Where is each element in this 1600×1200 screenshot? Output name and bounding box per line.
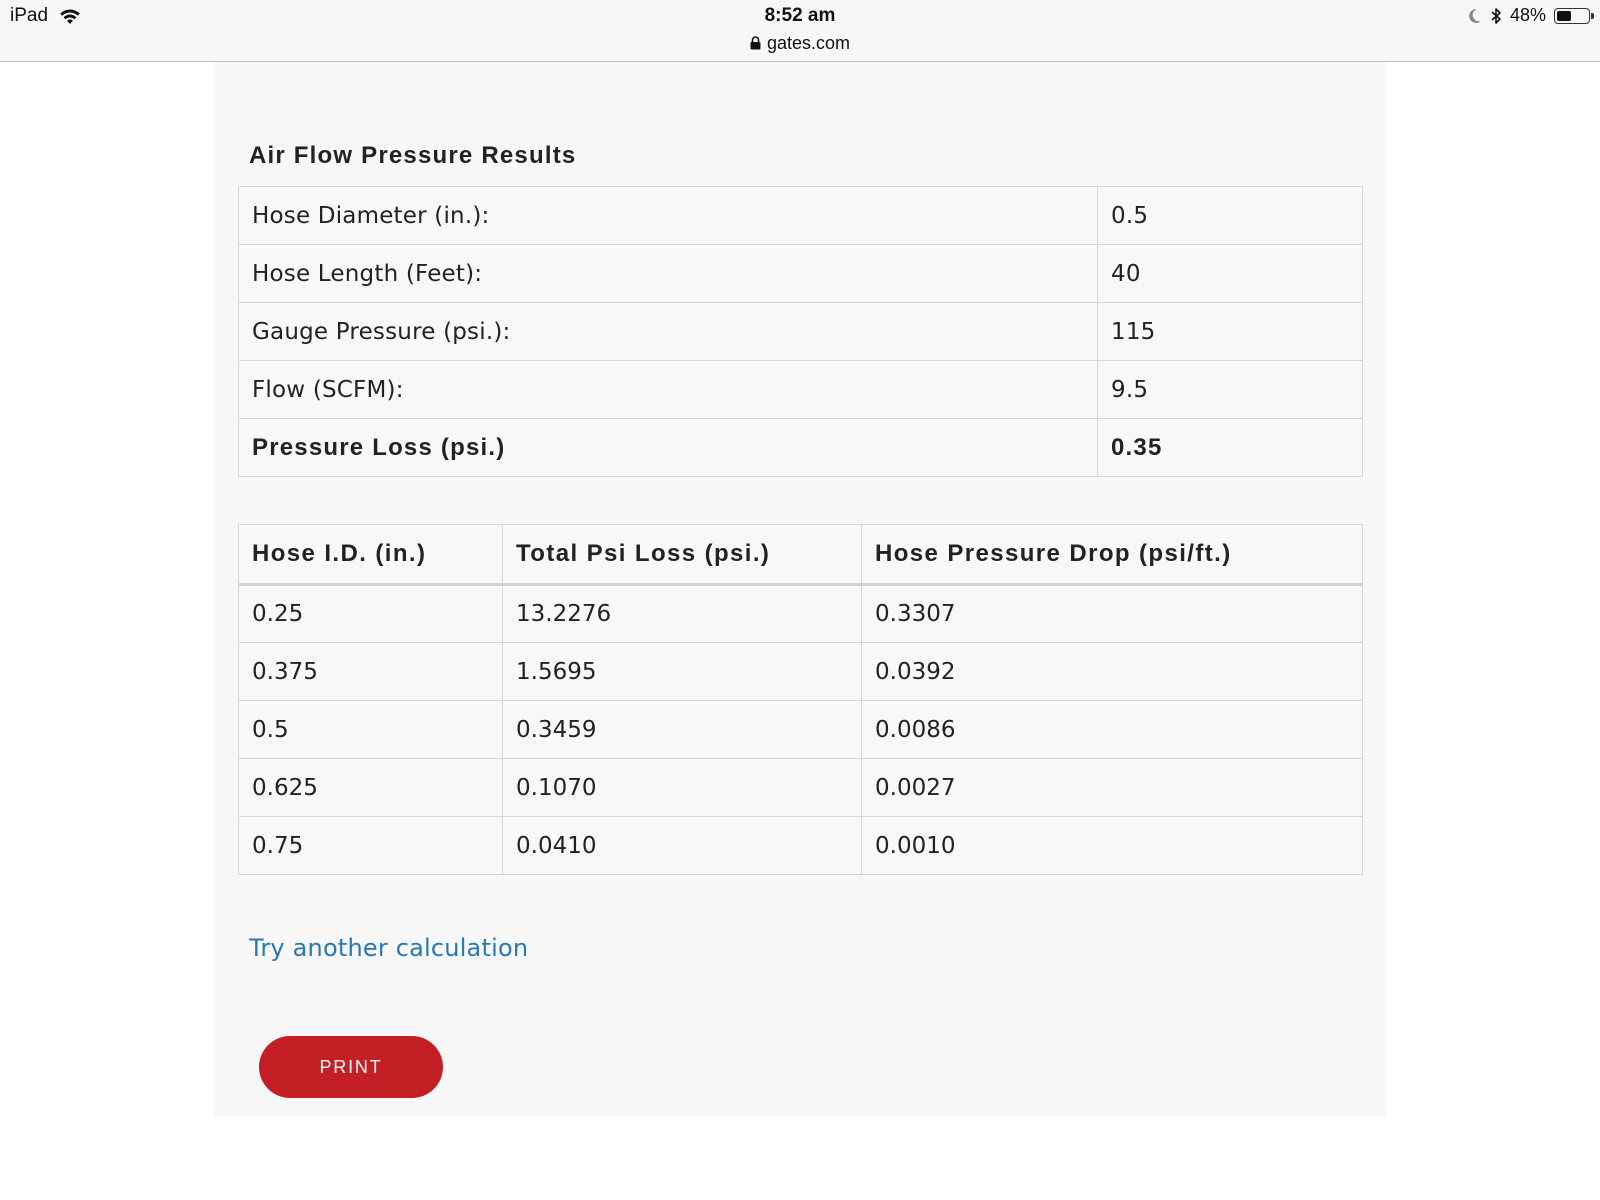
results-heading: Air Flow Pressure Results <box>249 142 577 169</box>
cell-hose-id: 0.625 <box>239 759 503 817</box>
summary-label-hose-diameter: Hose Diameter (in.): <box>239 187 1098 245</box>
print-button[interactable]: PRINT <box>259 1036 443 1098</box>
cell-hose-id: 0.25 <box>239 585 503 643</box>
status-bar <box>0 0 1600 62</box>
table-row <box>239 245 1363 303</box>
cell-total-psi-loss: 1.5695 <box>503 643 862 701</box>
status-time: 8:52 am <box>764 5 836 26</box>
table-row <box>239 759 1363 817</box>
cell-hose-id: 0.375 <box>239 643 503 701</box>
bluetooth-icon <box>1490 7 1502 25</box>
table-row <box>239 817 1363 875</box>
table-row <box>239 303 1363 361</box>
cell-pressure-drop: 0.0086 <box>862 701 1363 759</box>
summary-value-gauge-pressure: 115 <box>1098 303 1363 361</box>
table-header-row <box>239 525 1363 585</box>
moon-icon <box>1468 8 1482 24</box>
summary-label-hose-length: Hose Length (Feet): <box>239 245 1098 303</box>
summary-label-flow: Flow (SCFM): <box>239 361 1098 419</box>
cell-hose-id: 0.5 <box>239 701 503 759</box>
cell-pressure-drop: 0.0392 <box>862 643 1363 701</box>
table-row <box>239 419 1363 477</box>
summary-label-pressure-loss: Pressure Loss (psi.) <box>239 419 1098 477</box>
column-header-total-psi-loss: Total Psi Loss (psi.) <box>503 525 862 585</box>
status-center <box>0 4 1600 54</box>
table-row <box>239 701 1363 759</box>
table-row <box>239 361 1363 419</box>
summary-value-pressure-loss: 0.35 <box>1098 419 1363 477</box>
summary-label-gauge-pressure: Gauge Pressure (psi.): <box>239 303 1098 361</box>
cell-total-psi-loss: 13.2276 <box>503 585 862 643</box>
battery-level-fill <box>1557 11 1571 21</box>
cell-hose-id: 0.75 <box>239 817 503 875</box>
cell-pressure-drop: 0.3307 <box>862 585 1363 643</box>
results-panel <box>214 62 1386 1116</box>
cell-pressure-drop: 0.0010 <box>862 817 1363 875</box>
summary-value-hose-diameter: 0.5 <box>1098 187 1363 245</box>
url-text[interactable]: gates.com <box>766 33 851 53</box>
summary-value-hose-length: 40 <box>1098 245 1363 303</box>
cell-total-psi-loss: 0.1070 <box>503 759 862 817</box>
column-header-hose-id: Hose I.D. (in.) <box>239 525 503 585</box>
cell-total-psi-loss: 0.3459 <box>503 701 862 759</box>
summary-value-flow: 9.5 <box>1098 361 1363 419</box>
table-row <box>239 187 1363 245</box>
table-row <box>239 585 1363 643</box>
device-name: iPad <box>10 5 49 26</box>
address-bar[interactable] <box>0 32 1600 54</box>
hose-id-table <box>238 524 1363 875</box>
table-row <box>239 643 1363 701</box>
battery-icon <box>1554 8 1590 24</box>
try-another-calculation-link[interactable]: Try another calculation <box>249 934 529 962</box>
summary-table <box>238 186 1363 477</box>
status-right <box>1468 5 1590 26</box>
column-header-pressure-drop: Hose Pressure Drop (psi/ft.) <box>862 525 1363 585</box>
lock-icon <box>750 36 761 50</box>
cell-total-psi-loss: 0.0410 <box>503 817 862 875</box>
battery-percent: 48% <box>1509 5 1546 25</box>
cell-pressure-drop: 0.0027 <box>862 759 1363 817</box>
